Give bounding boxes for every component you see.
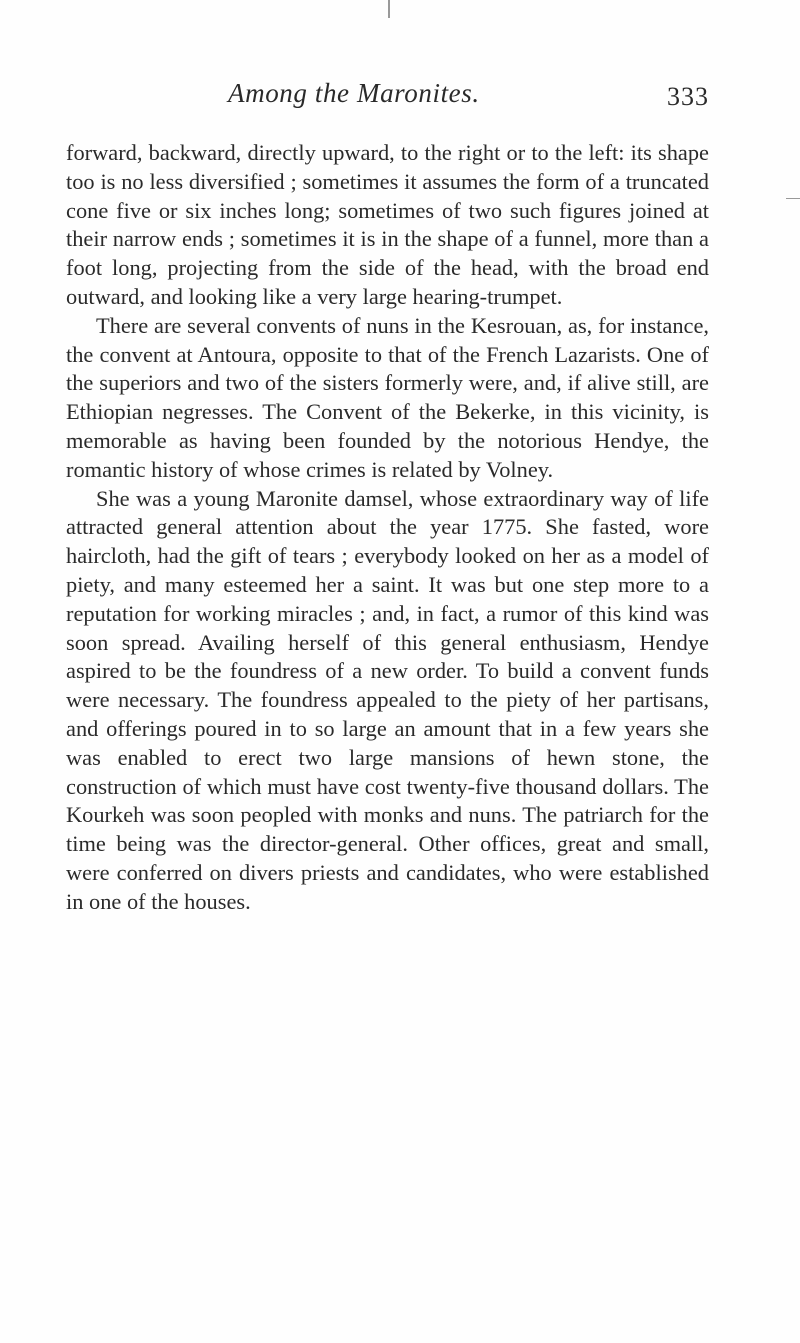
body-text (66, 139, 709, 917)
top-margin-mark (388, 0, 390, 18)
page-number: 333 (667, 82, 709, 111)
paragraph-1: forward, backward, directly upward, to the right or to the left: its shape too is no less diversified ; sometimes it assumes the form of a truncated cone five or six inches long; sometimes of two such figures joined at their narrow ends ; sometimes it is in the shape of a funnel, more than a foot long, projecting from the side of the head, with the broad end outward, and looking like a very large hearing-trumpet. (66, 140, 709, 309)
right-margin-mark (786, 198, 800, 199)
paragraph-2: There are several convents of nuns in the Kesrouan, as, for instance, the convent at Antoura, opposite to that of the French Lazarists. One of the superiors and two of the sisters formerly were, and, if alive still, are Ethiopian negresses. The Convent of the Bekerke, in this vicinity, is memorable as having been founded by the notorious Hendye, the romantic history of whose crimes is related by Volney. (66, 312, 709, 482)
paragraph-3: She was a young Maronite damsel, whose extraordinary way of life attracted general attention about the year 1775. She fasted, wore haircloth, had the gift of tears ; everybody looked on her as a model of piety, and many esteemed her a saint. It was but one step more to a reputation for working miracles ; and, in fact, a rumor of this kind was soon spread. Availing herself of this general enthusiasm, Hendye aspired to be the foundress of a new order. To build a convent funds were necessary. The foundress appealed to the piety of her partisans, and offerings poured in to so large an amount that in a few years she was enabled to erect two large mansions of hewn stone, the construction of which must have cost twenty-five thousand dollars. The Kourkeh was soon peopled with monks and nuns. The patriarch for the time being was the director-general. Other offices, great and small, were conferred on divers priests and candidates, who were established in one of the houses. (66, 485, 709, 914)
running-title: Among the Maronites. (228, 78, 480, 108)
running-head (66, 78, 709, 114)
